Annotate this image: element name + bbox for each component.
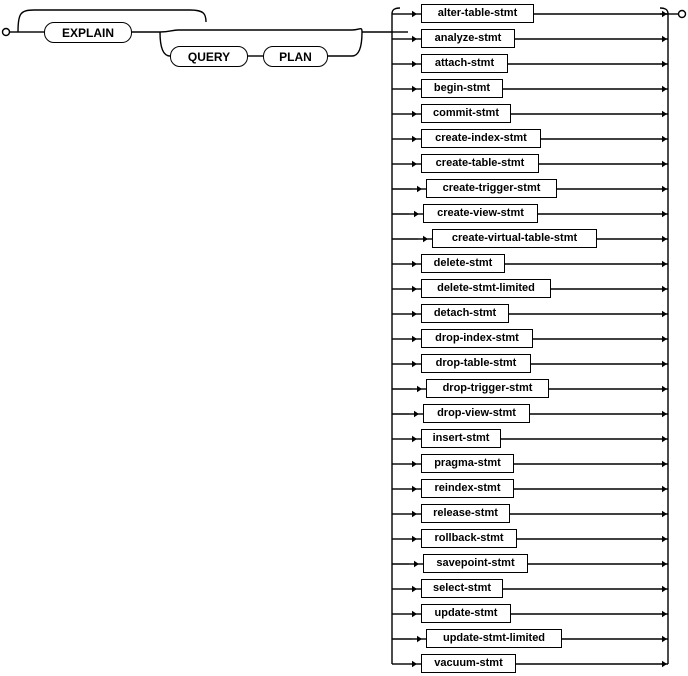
stmt-node-select-stmt[interactable]: select-stmt <box>421 579 503 598</box>
keyword-plan[interactable]: PLAN <box>263 46 328 67</box>
stmt-node-savepoint-stmt[interactable]: savepoint-stmt <box>423 554 528 573</box>
stmt-node-drop-trigger-stmt[interactable]: drop-trigger-stmt <box>426 379 549 398</box>
stmt-node-drop-view-stmt[interactable]: drop-view-stmt <box>423 404 530 423</box>
stmt-node-drop-table-stmt[interactable]: drop-table-stmt <box>421 354 531 373</box>
stmt-node-attach-stmt[interactable]: attach-stmt <box>421 54 508 73</box>
stmt-node-begin-stmt[interactable]: begin-stmt <box>421 79 503 98</box>
stmt-node-release-stmt[interactable]: release-stmt <box>421 504 510 523</box>
stmt-node-create-table-stmt[interactable]: create-table-stmt <box>421 154 539 173</box>
stmt-node-create-virtual-table-stmt[interactable]: create-virtual-table-stmt <box>432 229 597 248</box>
stmt-node-create-trigger-stmt[interactable]: create-trigger-stmt <box>426 179 557 198</box>
keyword-query[interactable]: QUERY <box>170 46 248 67</box>
stmt-node-pragma-stmt[interactable]: pragma-stmt <box>421 454 514 473</box>
stmt-node-detach-stmt[interactable]: detach-stmt <box>421 304 509 323</box>
stmt-node-update-stmt-limited[interactable]: update-stmt-limited <box>426 629 562 648</box>
stmt-node-reindex-stmt[interactable]: reindex-stmt <box>421 479 514 498</box>
stmt-node-drop-index-stmt[interactable]: drop-index-stmt <box>421 329 533 348</box>
stmt-node-update-stmt[interactable]: update-stmt <box>421 604 511 623</box>
stmt-node-delete-stmt[interactable]: delete-stmt <box>421 254 505 273</box>
stmt-node-create-view-stmt[interactable]: create-view-stmt <box>423 204 538 223</box>
stmt-node-create-index-stmt[interactable]: create-index-stmt <box>421 129 541 148</box>
stmt-node-alter-table-stmt[interactable]: alter-table-stmt <box>421 4 534 23</box>
stmt-node-insert-stmt[interactable]: insert-stmt <box>421 429 501 448</box>
stmt-node-commit-stmt[interactable]: commit-stmt <box>421 104 511 123</box>
stmt-node-rollback-stmt[interactable]: rollback-stmt <box>421 529 517 548</box>
stmt-node-analyze-stmt[interactable]: analyze-stmt <box>421 29 515 48</box>
stmt-node-delete-stmt-limited[interactable]: delete-stmt-limited <box>421 279 551 298</box>
keyword-explain[interactable]: EXPLAIN <box>44 22 132 43</box>
stmt-node-vacuum-stmt[interactable]: vacuum-stmt <box>421 654 516 673</box>
